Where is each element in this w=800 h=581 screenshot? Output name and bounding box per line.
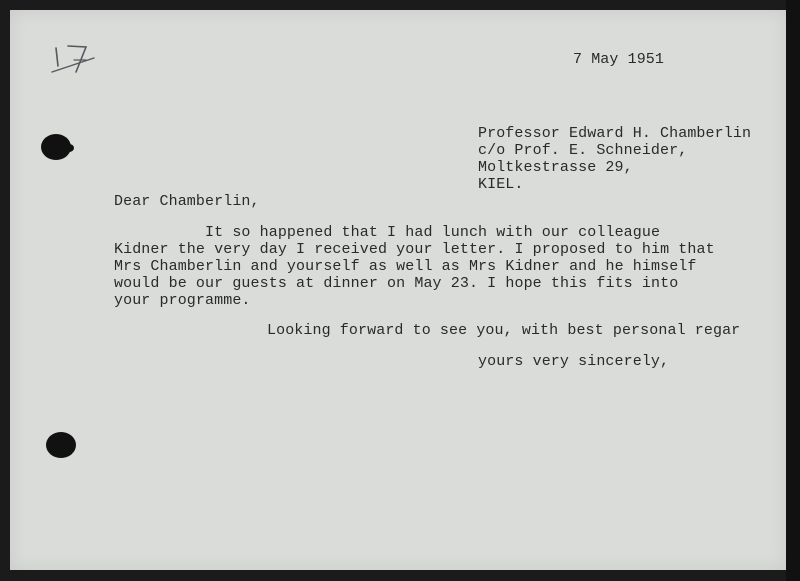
recipient-line-1: Professor Edward H. Chamberlin	[478, 125, 752, 142]
body-line-4: would be our guests at dinner on May 23. I hope this fits into	[114, 275, 679, 292]
scan-border	[786, 0, 800, 581]
closing-line: Looking forward to see you, with best personal regar	[267, 322, 741, 339]
body-line-3: Mrs Chamberlin and yourself as well as Mrs Kidner and he himself	[114, 258, 697, 275]
body-line-2: Kidner the very day I received your letter. I proposed to him that	[114, 241, 715, 258]
body-line-1: It so happened that I had lunch with our colleague	[114, 224, 661, 241]
pencil-annotation	[46, 38, 106, 84]
letter-page	[10, 10, 786, 570]
salutation: Dear Chamberlin,	[114, 193, 260, 210]
recipient-line-2: c/o Prof. E. Schneider,	[478, 142, 688, 159]
body-line-5: your programme.	[114, 292, 251, 309]
recipient-line-3: Moltkestrasse 29,	[478, 159, 633, 176]
signoff: yours very sincerely,	[478, 353, 670, 370]
recipient-line-4: KIEL.	[478, 176, 524, 193]
punch-hole-bottom	[46, 432, 76, 458]
letter-date: 7 May 1951	[573, 51, 665, 68]
punch-hole-top-notch	[64, 144, 74, 152]
